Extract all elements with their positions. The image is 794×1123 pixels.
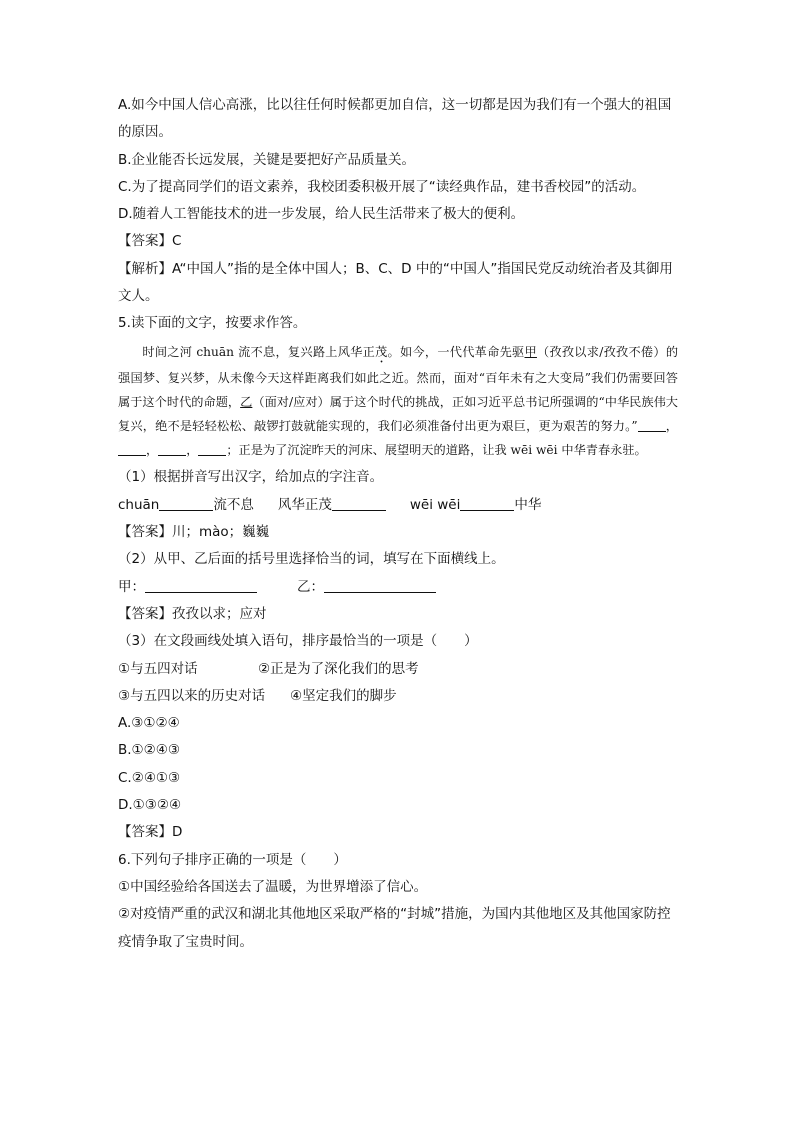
label-jia: 甲： [118,578,145,595]
passage-text: （孜孜以求/孜孜不倦）的强国梦、复兴梦，从未像今天这样距离我们如此之近。然而，面对“百年未有之大变局”我们仍需要回答属于这个时代的命题， [118,344,679,409]
sentence-3: ③与五四以来的历史对话 [118,687,266,704]
q5-sub2-answer: 【答案】孜孜以求；应对 [118,605,267,622]
fill-blank[interactable] [145,578,257,593]
q5-sub3-prompt: （3）在文段画线处填入语句，排序最恰当的一项是（ ） [118,633,478,650]
fill-blank[interactable] [198,441,226,456]
fill-blank[interactable] [159,496,213,511]
q6-title: 6.下列句子排序正确的一项是（ ） [118,851,347,868]
document-page [118,92,678,956]
pinyin-label: chuān [118,496,160,513]
passage-text: ， [665,419,678,434]
q5-sub3-option-a: A.③①②④ [118,715,180,732]
passage-text: ；正是为了沉淀昨天的河床、展望明天的道路，让我 wēi wēi 中华青春永驻。 [226,443,647,458]
q5-sub1-answer: 【答案】川；mào；巍巍 [118,524,270,541]
pinyin-label: wēi wēi [409,496,461,513]
q4-option-c: C.为了提高同学们的语文素养，我校团委积极开展了“读经典作品，建书香校园”的活动。 [118,178,646,195]
fill-blank[interactable] [324,578,436,593]
fill-blank[interactable] [118,441,146,456]
q4-analysis: 【解析】A“中国人”指的是全体中国人；B、C、D 中的“中国人”指国民党反动统治者及其御用文人。 [118,260,673,305]
passage-text: （面对/应对）属于这个时代的挑战，正如习近平总书记所强调的“中华民族伟大复兴，绝不是轻轻松松、敲锣打鼓就能实现的，我们必须准备付出更为艰巨，更为艰苦的努力。” [118,394,678,434]
word-text: 中华 [514,496,542,513]
q5-sub2-blanks [118,574,678,601]
q5-sub2-prompt: （2）从甲、乙后面的括号里选择恰当的词，填写在下面横线上。 [118,551,505,568]
fill-blank[interactable] [158,441,186,456]
q5-sub1-prompt: （1）根据拼音写出汉字，给加点的字注音。 [118,469,384,486]
q5-sub3-sentences-row1 [118,656,678,683]
q5-sub1-blanks [118,492,678,519]
passage-dotted-char: 茂 [375,344,388,359]
fill-blank[interactable] [638,417,666,432]
passage-marker-yi: 乙 [240,394,253,409]
fill-blank[interactable] [332,496,386,511]
word-text: 流不息 [213,496,254,513]
q5-sub3-answer: 【答案】D [118,824,183,841]
q5-sub3-option-b: B.①②④③ [118,742,180,759]
q5-sub3-sentences-row2 [118,683,678,710]
q5-sub3-option-c: C.②④①③ [118,769,181,786]
passage-text: 。如今，一代代革命先驱 [387,344,525,359]
label-yi: 乙： [297,578,324,595]
q5-title: 5.读下面的文字，按要求作答。 [118,315,307,332]
sentence-2: ②正是为了深化我们的思考 [258,660,419,677]
passage-marker-jia: 甲 [524,344,537,359]
q5-passage [118,340,678,463]
word-text: 风华正茂 [277,496,332,513]
fill-blank[interactable] [460,496,514,511]
sentence-1: ①与五四对话 [118,660,198,677]
q4-option-d: D.随着人工智能技术的进一步发展，给人民生活带来了极大的便利。 [118,206,525,223]
passage-text: 时间之河 chuān 流不息，复兴路上风华正 [142,344,376,359]
sentence-4: ④坚定我们的脚步 [290,687,397,704]
passage-text: ， [186,443,199,458]
q4-option-a: A.如今中国人信心高涨，比以往任何时候都更加自信，这一切都是因为我们有一个强大的祖国的原因。 [118,97,672,141]
q6-sentence-2: ②对疫情严重的武汉和湖北其他地区采取严格的“封城”措施，为国内其他地区及其他国家防控疫情争取了宝贵时间。 [118,906,671,950]
q5-sub3-option-d: D.①③②④ [118,797,182,814]
q4-option-b: B.企业能否长远发展，关键是要把好产品质量关。 [118,151,416,168]
q4-answer: 【答案】C [118,233,182,250]
passage-text: ， [146,443,159,458]
q6-sentence-1: ①中国经验给各国送去了温暖，为世界增添了信心。 [118,878,428,895]
